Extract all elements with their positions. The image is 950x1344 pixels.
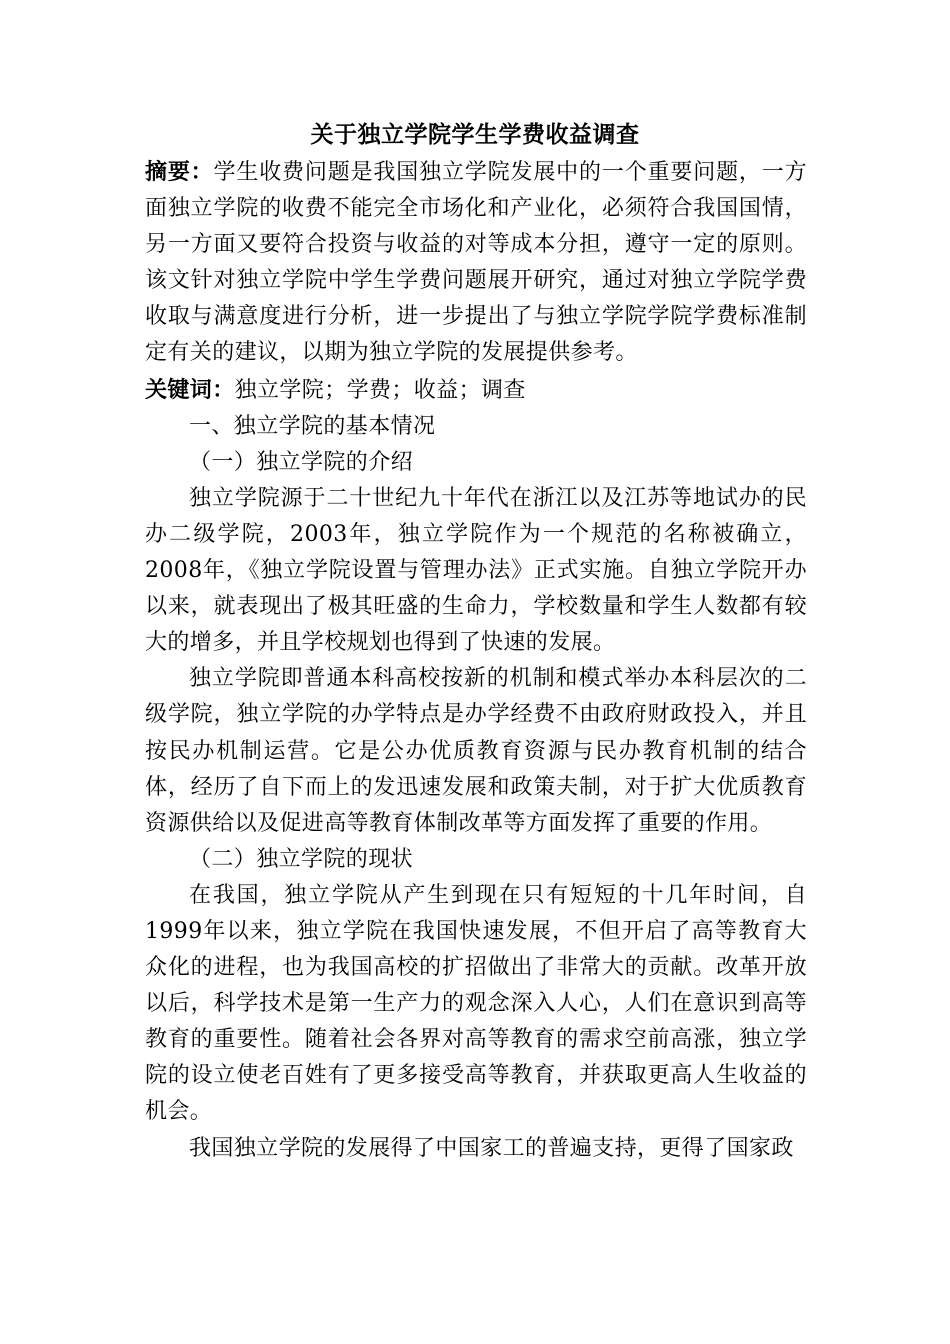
body-paragraph: 独立学院源于二十世纪九十年代在浙江以及江苏等地试办的民办二级学院，2003年，独立学院作为一个规范的名称被确立，2008年，《独立学院设置与管理办法》正式实施。自独立学院开办以来，就表现出了极其旺盛的生命力，学校数量和学生人数都有较大的增多，并且学校规划也得到了快速的发展。 — [145, 485, 807, 656]
body-paragraph: 我国独立学院的发展得了中国家工的普遍支持，更得了国家政 — [189, 1135, 794, 1161]
abstract-label: 摘要： — [145, 159, 214, 185]
document-body — [145, 154, 807, 1167]
keywords-paragraph — [145, 372, 807, 409]
subsection-heading: （一）独立学院的介绍 — [189, 449, 414, 475]
body-paragraph: 独立学院即普通本科高校按新的机制和模式举办本科层次的二级学院，独立学院的办学特点是办学经费不由政府财政投入，并且按民办机制运营。它是公办优质教育资源与民办教育机制的结合体，经历了自下而上的发迅速发展和政策夫制，对于扩大优质教育资源供给以及促进高等教育体制改革等方面发挥了重要的作用。 — [145, 666, 807, 836]
section-heading: 一、独立学院的基本情况 — [189, 413, 436, 439]
body-paragraph: 在我国，独立学院从产生到现在只有短短的十几年时间，自1999年以来，独立学院在我国快速发展，不但开启了高等教育大众化的进程，也为我国高校的扩招做出了非常大的贡献。改革开放以后，科学技术是第一生产力的观念深入人心，人们在意识到高等教育的重要性。随着社会各界对高等教育的需求空前高涨，独立学院的设立使老百姓有了更多接受高等教育，并获取更高人生收益的机会。 — [145, 882, 807, 1125]
document-title: 关于独立学院学生学费收益调查 — [310, 121, 640, 148]
subsection-heading: （二）独立学院的现状 — [189, 846, 414, 872]
keywords-text: 独立学院；学费；收益；调查 — [234, 377, 526, 403]
abstract-text: 学生收费问题是我国独立学院发展中的一个重要问题，一方面独立学院的收费不能完全市场化和产业化，必须符合我国国情，另一方面又要符合投资与收益的对等成本分担，遵守一定的原则。该文针对独立学院中学生学费问题展开研究，通过对独立学院学费收取与满意度进行分析，进一步提出了与独立学院学院学费标准制定有关的建议，以期为独立学院的发展提供参考。 — [145, 160, 807, 366]
keywords-label: 关键词： — [145, 376, 235, 403]
abstract-paragraph — [145, 154, 807, 372]
